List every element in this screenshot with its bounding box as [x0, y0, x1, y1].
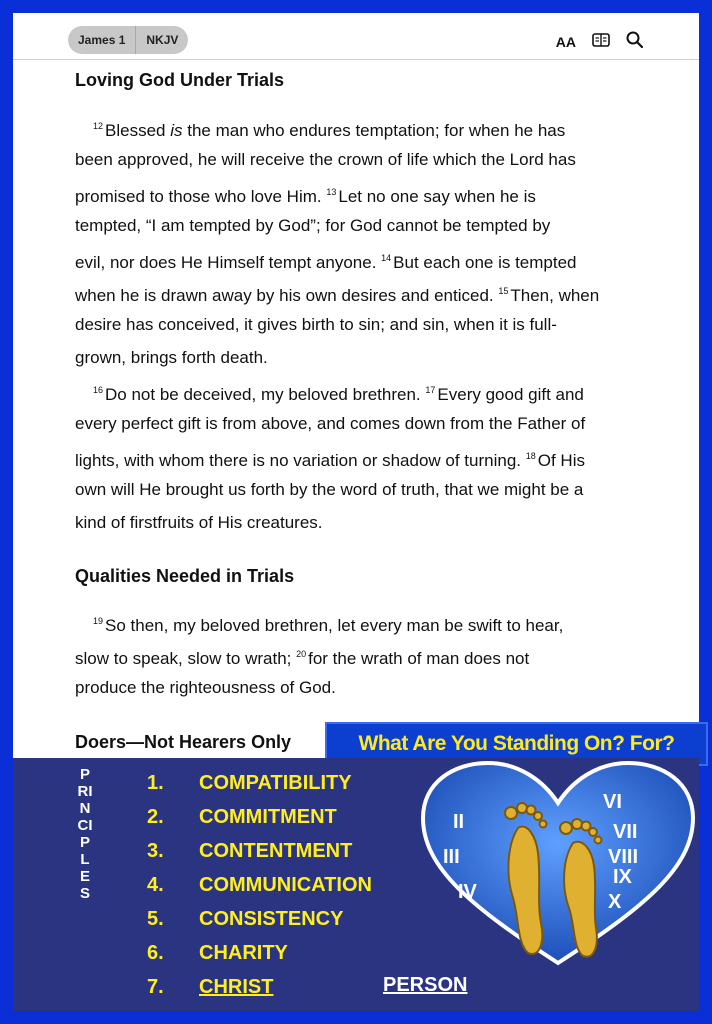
- text-line: tempted, “I am tempted by God”; for God cannot be tempted by: [75, 216, 551, 235]
- numeral-IV: IV: [458, 881, 477, 903]
- verse-number[interactable]: 15: [498, 286, 509, 296]
- principle-item: 1. COMPATIBILITY: [147, 772, 352, 794]
- version-button[interactable]: NKJV: [146, 33, 179, 47]
- heart-shape: [423, 763, 693, 963]
- text-line: $^{19}$ So then, my beloved brethren, let every man be swift to hear,: [93, 616, 564, 635]
- person-label: PERSON: [383, 974, 468, 996]
- banner-text: What Are You Standing On? For?: [358, 732, 675, 755]
- numeral-II: II: [453, 811, 465, 833]
- principles-slide: [13, 758, 699, 1011]
- principle-item: 2. COMMITMENT: [147, 806, 337, 828]
- text-line: $^{16}$ Do not be deceived, my beloved brethren. $^{17}$ Every good gift and: [93, 385, 584, 404]
- paragraph-2: [75, 374, 655, 539]
- text-line: lights, with whom there is no variation or shadow of turning. $^{18}$ Of His: [75, 451, 585, 470]
- text-line: produce the righteousness of God.: [75, 678, 336, 697]
- numeral-VII: VII: [613, 821, 638, 843]
- principle-item: 4. COMMUNICATION: [147, 874, 372, 896]
- text-line: promised to those who love Him. $^{13}$ Let no one say when he is: [75, 187, 536, 206]
- verse-number[interactable]: 17: [425, 385, 436, 395]
- numeral-VI: VI: [603, 791, 622, 813]
- paragraph-1: [75, 110, 655, 374]
- principle-item: 5. CONSISTENCY: [147, 908, 344, 930]
- verse-number[interactable]: 19: [93, 616, 104, 626]
- section-heading-2: Qualities Needed in Trials: [75, 566, 295, 586]
- text-size-button[interactable]: AA: [555, 33, 576, 50]
- text-line: desire has conceived, it gives birth to sin; and sin, when it is full-: [75, 315, 557, 334]
- verse-number[interactable]: 16: [93, 385, 104, 395]
- text-line: evil, nor does He Himself tempt anyone. $^{14}$ But each one is tempted: [75, 253, 577, 272]
- numeral-VIII: VIII: [608, 846, 639, 868]
- verse-number[interactable]: 13: [326, 187, 337, 197]
- text-line: every perfect gift is from above, and comes down from the Father of: [75, 414, 586, 433]
- principle-item: 3. CONTENTMENT: [147, 840, 353, 862]
- section-heading-1: Loving God Under Trials: [75, 70, 285, 90]
- toolbar-actions: [556, 31, 643, 52]
- text-line: $^{12}$ Blessed is the man who endures temptation; for when he has: [93, 121, 566, 140]
- paragraph-3: [75, 605, 655, 704]
- chapter-version-selector[interactable]: [68, 26, 188, 54]
- verse-number[interactable]: 18: [525, 451, 536, 461]
- principle-item: 6. CHARITY: [147, 942, 288, 964]
- christ-link: CHRIST: [199, 976, 274, 998]
- verse-number[interactable]: 20: [296, 649, 307, 659]
- chapter-button[interactable]: James 1: [78, 33, 126, 47]
- text-line: been approved, he will receive the crown of life which the Lord has: [75, 150, 576, 169]
- reader-toolbar: [13, 13, 699, 60]
- text-line: when he is drawn away by his own desires and enticed. $^{15}$ Then, when: [75, 286, 600, 305]
- heart-feet-image: [413, 758, 699, 970]
- section-heading-3: Doers—Not Hearers Only: [75, 732, 292, 752]
- text-line: slow to speak, slow to wrath; $^{20}$ for the wrath of man does not: [75, 649, 530, 668]
- search-icon[interactable]: [626, 31, 643, 52]
- text-line: grown, brings forth death.: [75, 348, 268, 367]
- verse-number[interactable]: 12: [93, 121, 104, 131]
- book-icon[interactable]: [592, 32, 610, 51]
- numeral-IX: IX: [613, 866, 632, 888]
- verse-number[interactable]: 14: [381, 253, 392, 263]
- text-line: own will He brought us forth by the word of truth, that we might be a: [75, 480, 584, 499]
- principles-vertical-label: PRINCIPLES: [77, 766, 93, 902]
- numeral-III: III: [443, 846, 460, 868]
- bible-reader-page: [13, 13, 699, 758]
- numeral-X: X: [608, 891, 622, 913]
- principle-item: 7. CHRIST: [147, 976, 274, 998]
- text-line: kind of firstfruits of His creatures.: [75, 513, 323, 532]
